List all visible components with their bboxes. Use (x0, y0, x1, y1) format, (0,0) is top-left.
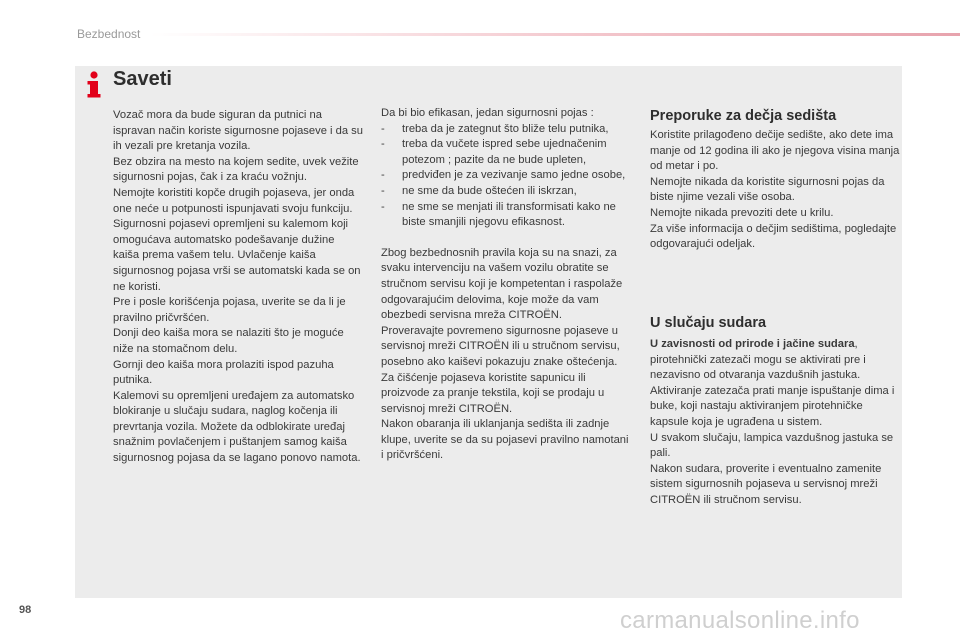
child-seats-heading: Preporuke za dečja sedišta (650, 108, 837, 124)
paragraph: Nemojte koristiti kopče drugih pojaseva, jer onda one neće u potpunosti ispunjavati svoju funkciju. (113, 186, 355, 215)
accident-lead-bold: U zavisnosti od prirode i jačine sudara (650, 338, 855, 350)
paragraph: Bez obzira na mesto na kojem sedite, uvek vežite sigurnosni pojas, čak i za kraću vožnju. (113, 155, 359, 184)
section-header: Bezbednost (77, 27, 141, 41)
paragraph: Da bi bio efikasan, jedan sigurnosni pojas : (381, 107, 594, 119)
list-item: - ne sme da bude oštećen ili iskrzan, (381, 184, 631, 200)
accident-heading: U slučaju sudara (650, 315, 767, 331)
column-general-advice (113, 108, 363, 467)
watermark: carmanualsonline.info (620, 607, 860, 634)
accident-lead-text: , pirotehnički zatezači mogu se aktivirati pre i nezavisno od otvaranja vazdušnih jastuka. Aktiviranje zatezača prati manje ispuštanje dima i buke, koji nastaju aktiviranjem pirotehničke kapsule koja je ugrađena u sistem. (650, 338, 895, 428)
paragraph: Kalemovi su opremljeni uređajem za automatsko blokiranje u slučaju sudara, naglog kočenja ili prevrtanja vozila. Možete da odblokirate uređaj snažnim povlačenjem i puštanjem samog kaiša sigurnosnog pojasa da se lagano ponovo namota. (113, 389, 361, 465)
list-item: - treba da vučete ispred sebe ujednačenim potezom ; pazite da ne bude upleten, (381, 137, 631, 168)
paragraph: Nakon obaranja ili uklanjanja sedišta ili zadnje klupe, uverite se da su pojasevi pravilno namotani i pričvršćeni. (381, 418, 629, 462)
paragraph: Vozač mora da bude siguran da putnici na ispravan način koriste sigurnosne pojaseve i da su ih vezali pre kretanja vozila. (113, 109, 363, 153)
panel-title: Saveti (113, 68, 172, 90)
paragraph: Nemojte nikada da koristite sigurnosni pojas da biste njime vezali više osoba. (650, 175, 885, 204)
list-item: - ne sme se menjati ili transformisati kako ne biste smanjili njegovu efikasnost. (381, 200, 631, 231)
paragraph: Proveravajte povremeno sigurnosne pojaseve u servisnoj mreži CITROËN ili u stručnom servisu, posebno ako kaiševi pokazuju znake oštećenja. (381, 324, 620, 368)
column-belt-efficiency (381, 106, 631, 464)
paragraph: Nakon sudara, proverite i eventualno zamenite sistem sigurnosnih pojaseva u servisnoj mreži CITROËN ili stručnom servisu. (650, 462, 882, 506)
column-child-seats (650, 128, 902, 253)
paragraph: Gornji deo kaiša mora prolaziti ispod pazuha putnika. (113, 358, 334, 387)
paragraph: Za više informacija o dečjim sedištima, pogledajte odgovarajući odeljak. (650, 222, 897, 251)
list-item: - treba da je zategnut što bliže telu putnika, (381, 122, 631, 138)
page-number: 98 (19, 604, 32, 616)
paragraph (650, 337, 902, 431)
paragraph: Za čišćenje pojaseva koristite sapunicu ili proizvode za pranje tekstila, koji se prodaju u servisnoj mreži CITROËN. (381, 371, 605, 415)
paragraph: Donji deo kaiša mora se nalaziti što je moguće niže na stomačnom delu. (113, 327, 344, 355)
paragraph: Nemojte nikada prevoziti dete u krilu. (650, 206, 834, 219)
paragraph: Pre i posle korišćenja pojasa, uverite se da li je pravilno pričvršćen. (113, 296, 346, 324)
column-accident (650, 337, 902, 509)
list-item: - predviđen je za vezivanje samo jedne osobe, (381, 168, 631, 184)
paragraph: Koristite prilagođeno dečije sedište, ako dete ima manje od 12 godina ili ako je njegova visina manja od metar i po. (650, 129, 900, 173)
paragraph: U svakom slučaju, lampica vazdušnog jastuka se pali. (650, 431, 894, 460)
header-rule (150, 33, 960, 36)
belt-requirements-list (381, 122, 631, 231)
paragraph: Zbog bezbednosnih pravila koja su na snazi, za svaku intervenciju na vašem vozilu obratite se stručnom servisu koji je kompetentan i raspolaže odgovarajućim delovima, koje može da vam obezbedi servisna mreža CITROËN. (381, 246, 623, 322)
paragraph: Sigurnosni pojasevi opremljeni su kalemom koji omogućava automatsko podešavanje dužine kaiša prema vašem telu. Uvlačenje kaiša sigurnosnog pojasa vrši se automatski kada se on ne koristi. (113, 218, 361, 293)
info-icon (83, 70, 105, 100)
